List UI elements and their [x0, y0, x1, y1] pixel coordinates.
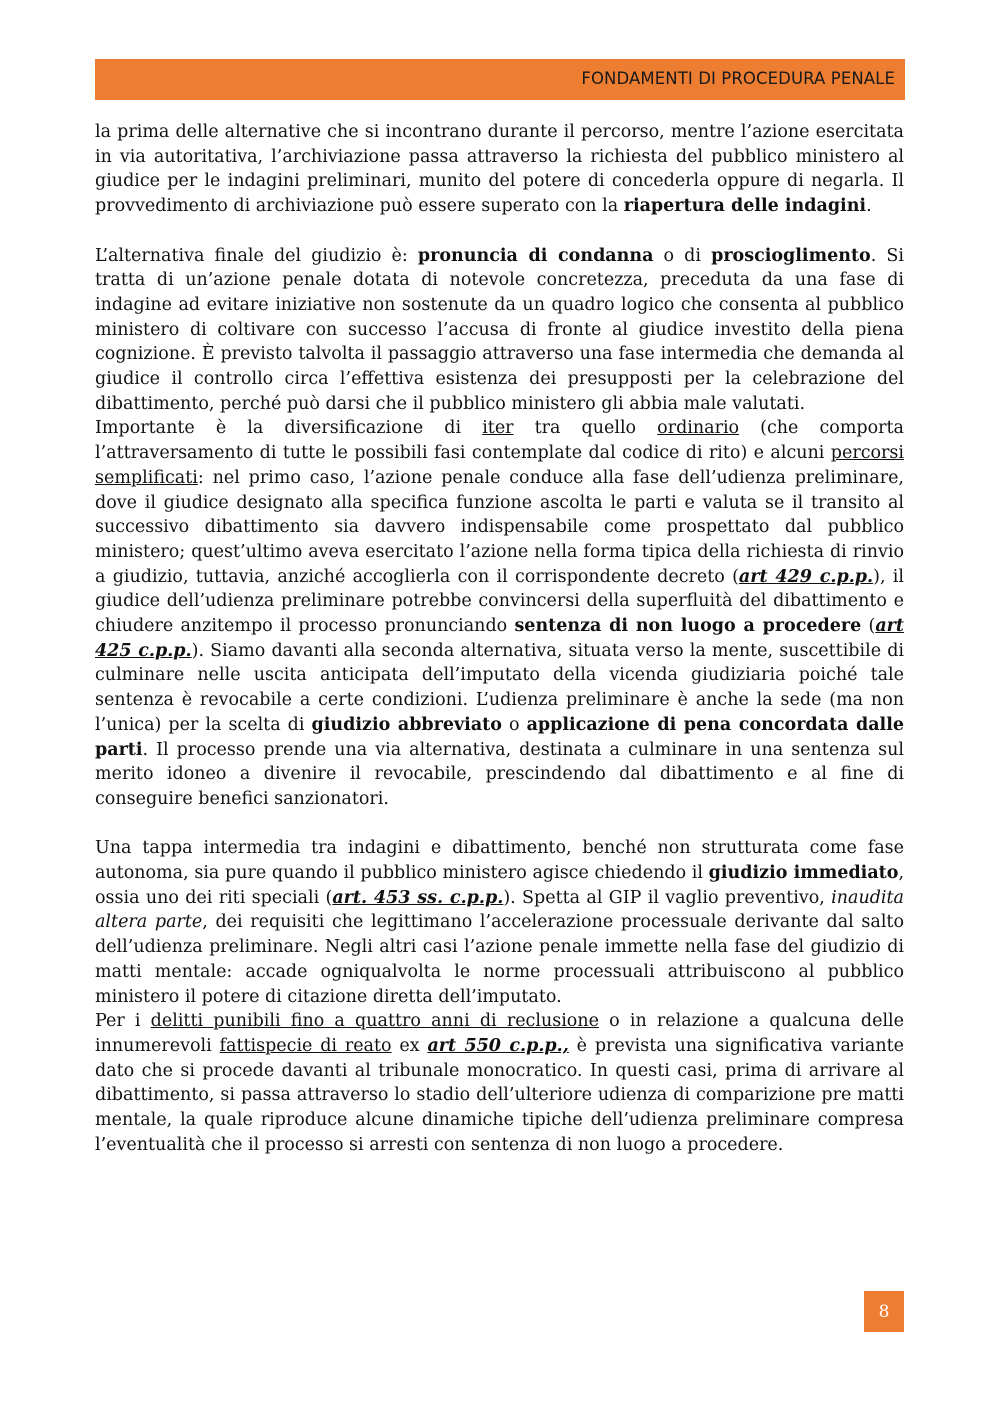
running-header-title: FONDAMENTI DI PROCEDURA PENALE — [581, 69, 895, 88]
paragraph-archiviazione: la prima delle alternative che si incontrano durante il percorso, mentre l’azione esercitata in via autoritativa, l’archiviazione passa attraverso la richiesta del pubblico ministero al giudice per le indagini preliminari, munito del potere di concederla oppure di negarla. Il provvedimento di archiviazione può essere superato con la riapertura delle indagini. — [95, 122, 904, 217]
bold-term: sentenza di non luogo a procedere — [514, 616, 862, 637]
article-reference: art 425 c.p.p. — [95, 616, 904, 661]
underlined-term: delitti punibili fino a quattro anni di reclusione — [150, 1011, 599, 1032]
bold-term: applicazione di pena concordata dalle parti — [95, 714, 904, 760]
paragraph-giudizio-immediato: Una tappa intermedia tra indagini e dibattimento, benché non strutturata come fase autonoma, sia pure quando il pubblico ministero agisce chiedendo il giudizio immediato, ossia uno dei riti speciali (art. 453 ss. c.p.p.). Spetta al GIP il vaglio preventivo, inaudita altera parte, dei requisiti che legittimano l’accelerazione processuale derivante dal salto dell’udienza preliminare. Negli altri casi l’azione penale immette nella fase del giudizio di matti mentale: accade ogniqualvolta le norme processuali attribuiscono al pubblico ministero il potere di citazione diretta dell’imputato. — [95, 838, 905, 1007]
article-reference: art. 453 ss. c.p.p. — [332, 887, 504, 908]
page-number: 8 — [878, 1301, 890, 1322]
bold-term: pronuncia di condanna — [417, 245, 654, 266]
bold-term: giudizio abbreviato — [311, 714, 502, 735]
bold-term: riapertura delle indagini — [623, 196, 867, 217]
header-bar — [95, 59, 905, 100]
paragraph-iter: Importante è la diversificazione di iter tra quello ordinario (che comporta l’attraversamento di tutte le possibili fasi contemplate dal codice di rito) e alcuni percorsi semplificati: nel primo caso, l’azione penale conduce alla fase dell’udienza preliminare, dove il giudice designato alla specifica funzione ascolta le parti e valuta se il transito al successivo dibattimento sia davvero indispensabile come prospettato dal pubblico ministero; quest’ultimo aveva esercitato l’azione nella forma tipica della richiesta di rinvio a giudizio, tuttavia, anziché accoglierla con il corrispondente decreto (art 429 c.p.p.), il giudice dell’udienza preliminare potrebbe convincersi della superfluità del dibattimento e chiudere anzitempo il processo pronunciando sentenza di non luogo a procedere (art 425 c.p.p.). Siamo davanti alla seconda alternativa, situata verso la mente, suscettibile di culminare nelle uscita anticipata dell’imputato della vicenda giudiziaria poiché tale sentenza è revocabile a certe condizioni. L’udienza preliminare è anche la sede (ma non l’unica) per la scelta di giudizio abbreviato o applicazione di pena concordata dalle parti. Il processo prende una via alternativa, destinata a culminare in una sentenza sul merito idoneo a divenire il revocabile, prescindendo dal dibattimento e al fine di conseguire benefici sanzionatori. — [95, 418, 904, 809]
bold-term: giudizio immediato — [708, 863, 899, 884]
bold-term: proscioglimento — [711, 245, 871, 266]
underlined-term: fattispecie di reato — [219, 1035, 392, 1056]
underlined-term: ordinario — [657, 418, 740, 439]
italic-term: inaudita altera parte — [95, 887, 904, 933]
underlined-term: iter — [482, 418, 514, 439]
paragraph-tribunale-monocratico: Per i delitti punibili fino a quattro anni di reclusione o in relazione a qualcuna delle innumerevoli fattispecie di reato ex art 550 c.p.p., è prevista una significativa variante dato che si procede davanti al tribunale monocratico. In questi casi, prima di arrivare al dibattimento, si passa attraverso lo stadio dell’ulteriore udienza di comparizione pre matti mentale, la quale riproduce alcune dinamiche tipiche dell’udienza preliminare compresa l’eventualità che il processo si arresti con sentenza di non luogo a procedere. — [95, 1011, 905, 1155]
page-body — [95, 120, 904, 1158]
paragraph-alternativa-finale: L’alternativa finale del giudizio è: pronuncia di condanna o di proscioglimento. Si tratta di un’azione penale dotata di notevole concretezza, preceduta da una fase di indagine ad evitare iniziative non sostenute da un quadro logico che consenta al pubblico ministero di coltivare con successo l’accusa di fronte al giudice investito della piena cognizione. È previsto talvolta il passaggio attraverso una fase intermedia che demanda al giudice il controllo circa l’effettiva esistenza dei presupposti per la celebrazione del dibattimento, perché può darsi che il pubblico ministero gli abbia male valutati. — [95, 245, 904, 414]
underlined-term: percorsi semplificati — [95, 443, 904, 488]
page-number-badge — [864, 1291, 904, 1332]
article-reference: art 550 c.p.p., — [427, 1035, 569, 1056]
article-reference: art 429 c.p.p. — [738, 566, 874, 587]
